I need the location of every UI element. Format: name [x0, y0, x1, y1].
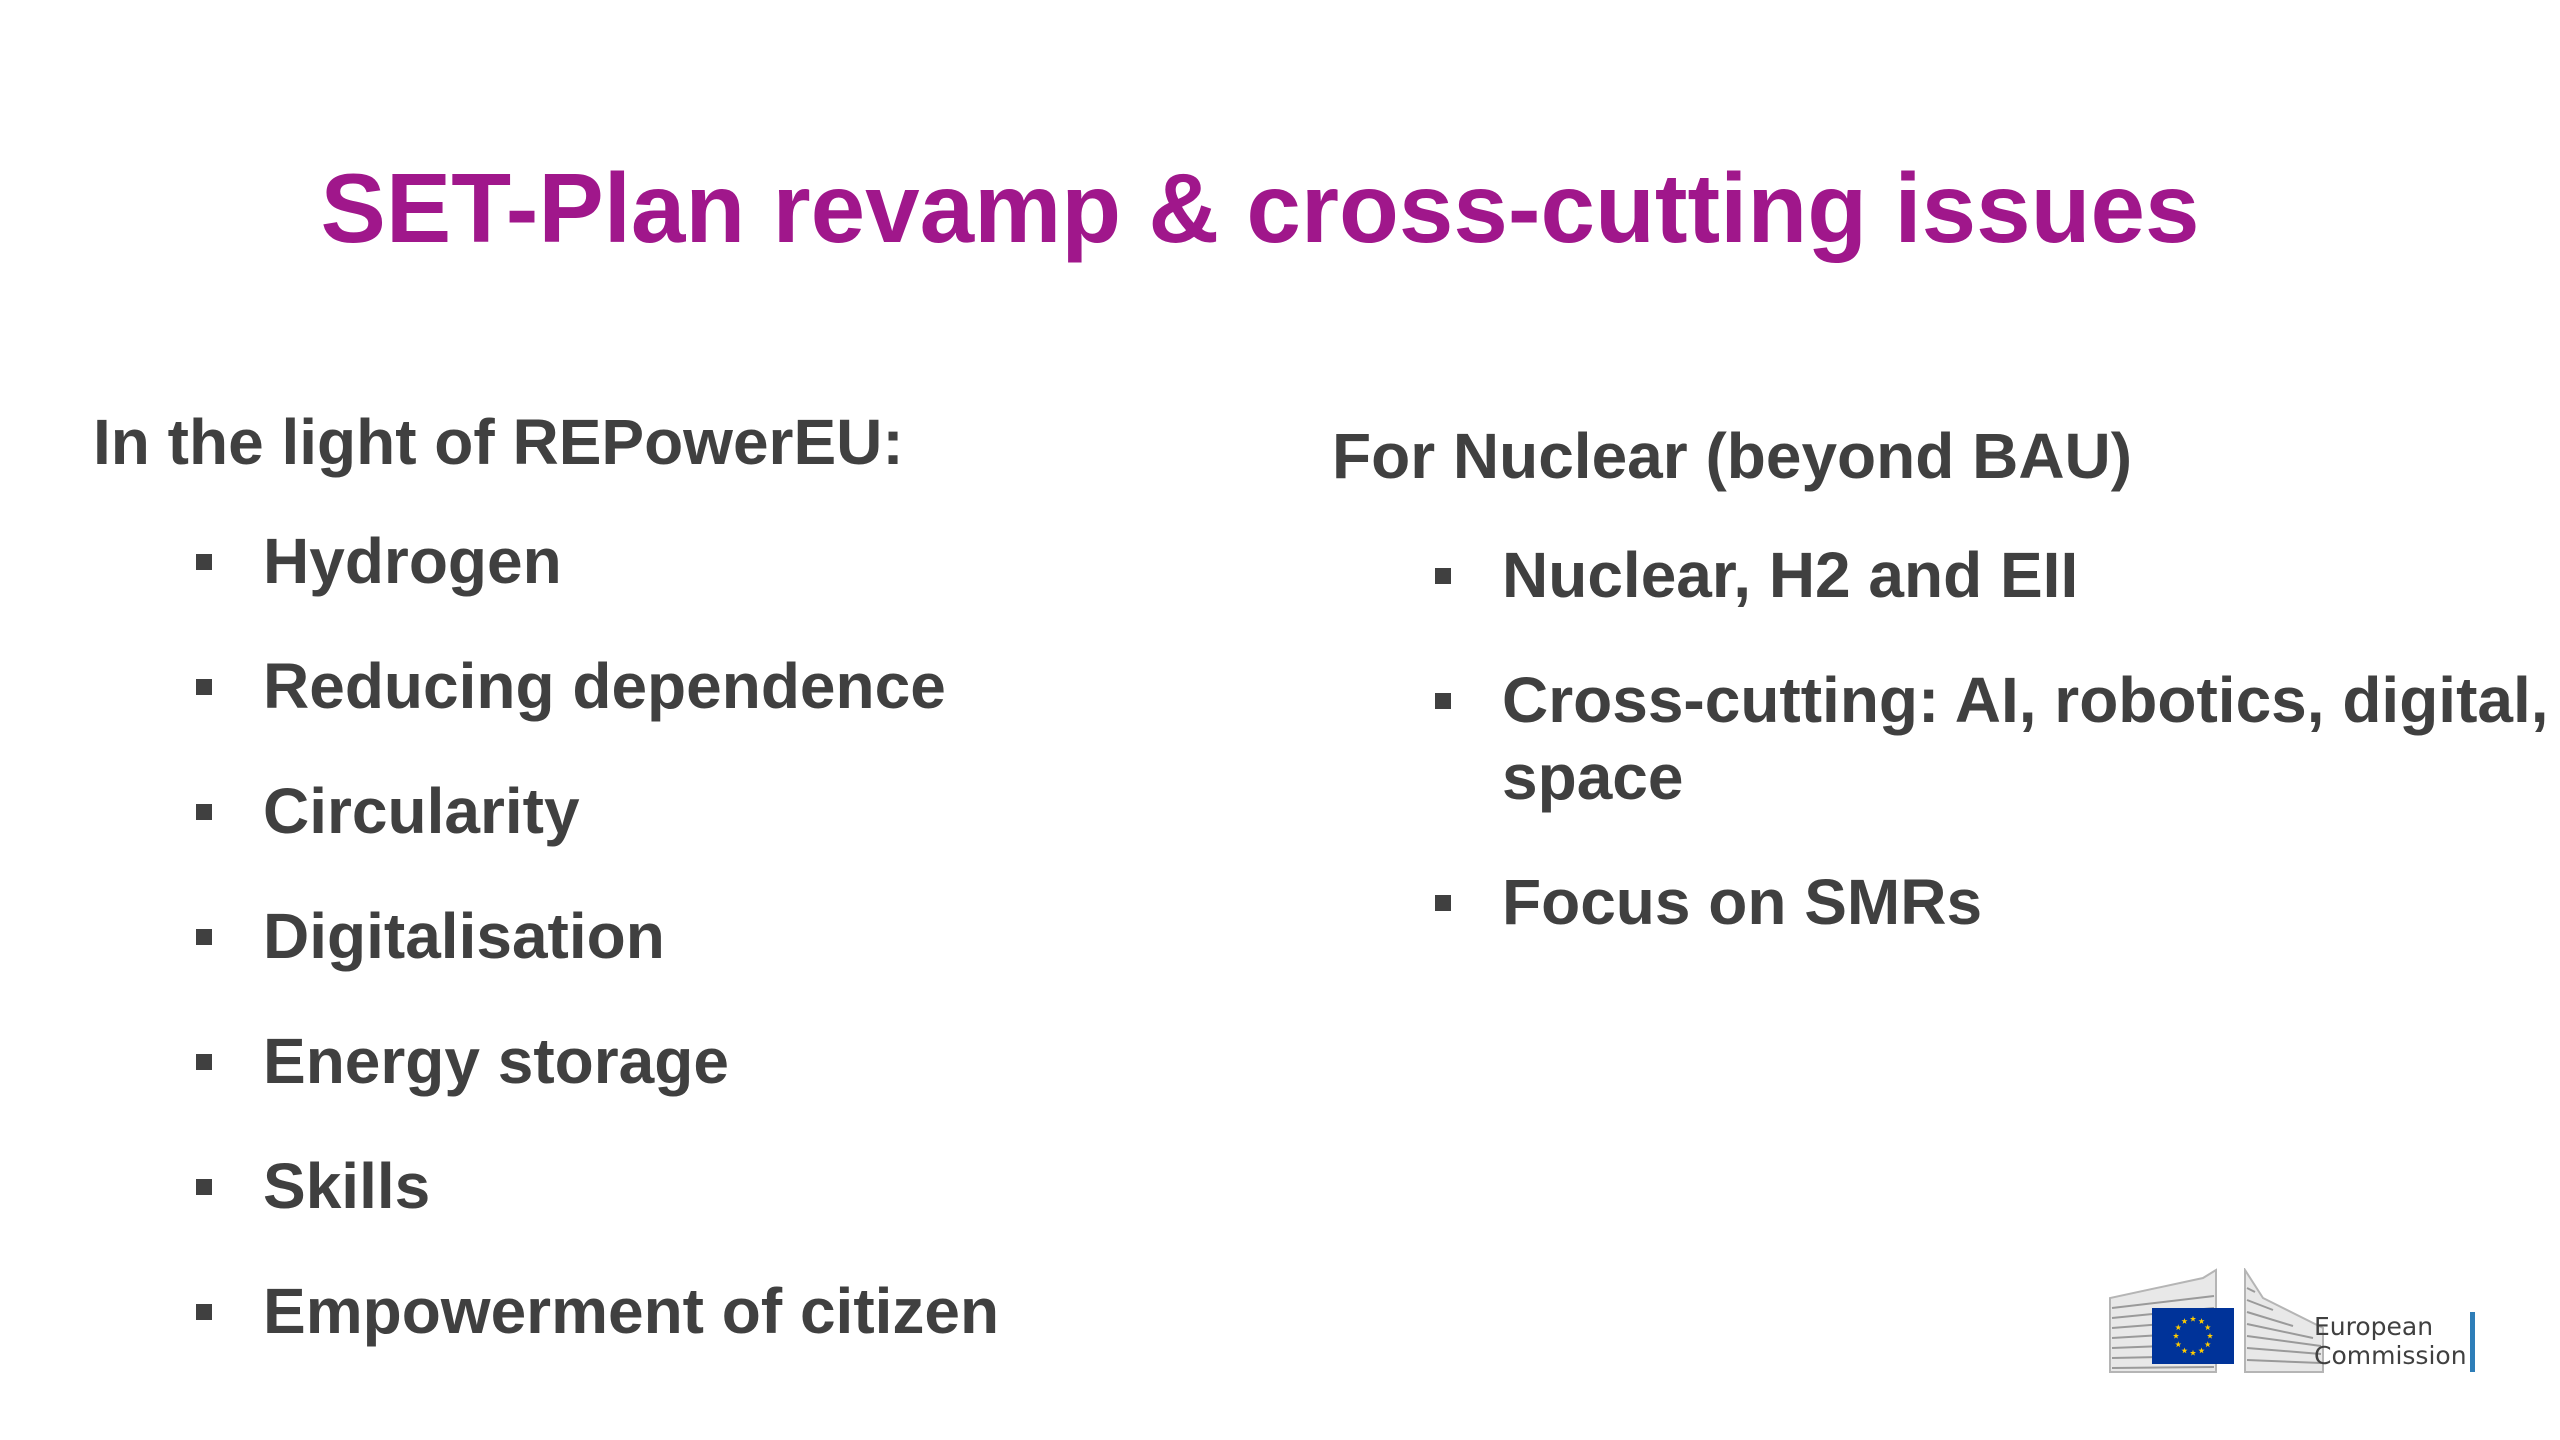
- right-bullet-list: [1332, 537, 2552, 941]
- left-column-heading: In the light of REPowerEU:: [93, 406, 904, 478]
- square-bullet-icon: [196, 1304, 212, 1320]
- logo-accent-bar: [2470, 1312, 2475, 1372]
- logo-text-line2: Commission: [2314, 1341, 2467, 1370]
- list-item: Focus on SMRs: [1332, 864, 2552, 941]
- square-bullet-icon: [1435, 895, 1451, 911]
- square-bullet-icon: [196, 554, 212, 570]
- logo-text: [2314, 1312, 2467, 1370]
- list-item: Nuclear, H2 and EII: [1332, 537, 2552, 614]
- left-bullet-list: [93, 523, 1293, 1350]
- square-bullet-icon: [196, 1179, 212, 1195]
- square-bullet-icon: [1435, 568, 1451, 584]
- eu-flag-icon: [2152, 1308, 2234, 1364]
- list-item: Cross-cutting: AI, robotics, digital, space: [1332, 662, 2552, 816]
- right-column: [1332, 418, 2552, 989]
- list-item: Energy storage: [93, 1023, 1293, 1100]
- logo-text-line1: European: [2314, 1312, 2434, 1341]
- square-bullet-icon: [196, 1054, 212, 1070]
- european-commission-logo: [2108, 1268, 2480, 1374]
- square-bullet-icon: [1435, 693, 1451, 709]
- right-column-heading: For Nuclear (beyond BAU): [1332, 420, 2133, 492]
- list-item: Digitalisation: [93, 898, 1293, 975]
- building-right-icon: [2243, 1268, 2325, 1374]
- list-item: Skills: [93, 1148, 1293, 1225]
- square-bullet-icon: [196, 929, 212, 945]
- list-item: Hydrogen: [93, 523, 1293, 600]
- left-column: [93, 404, 1293, 1398]
- square-bullet-icon: [196, 679, 212, 695]
- list-item: Reducing dependence: [93, 648, 1293, 725]
- slide-title: SET-Plan revamp & cross-cutting issues: [320, 153, 2200, 263]
- square-bullet-icon: [196, 804, 212, 820]
- list-item: Empowerment of citizen: [93, 1273, 1293, 1350]
- list-item: Circularity: [93, 773, 1293, 850]
